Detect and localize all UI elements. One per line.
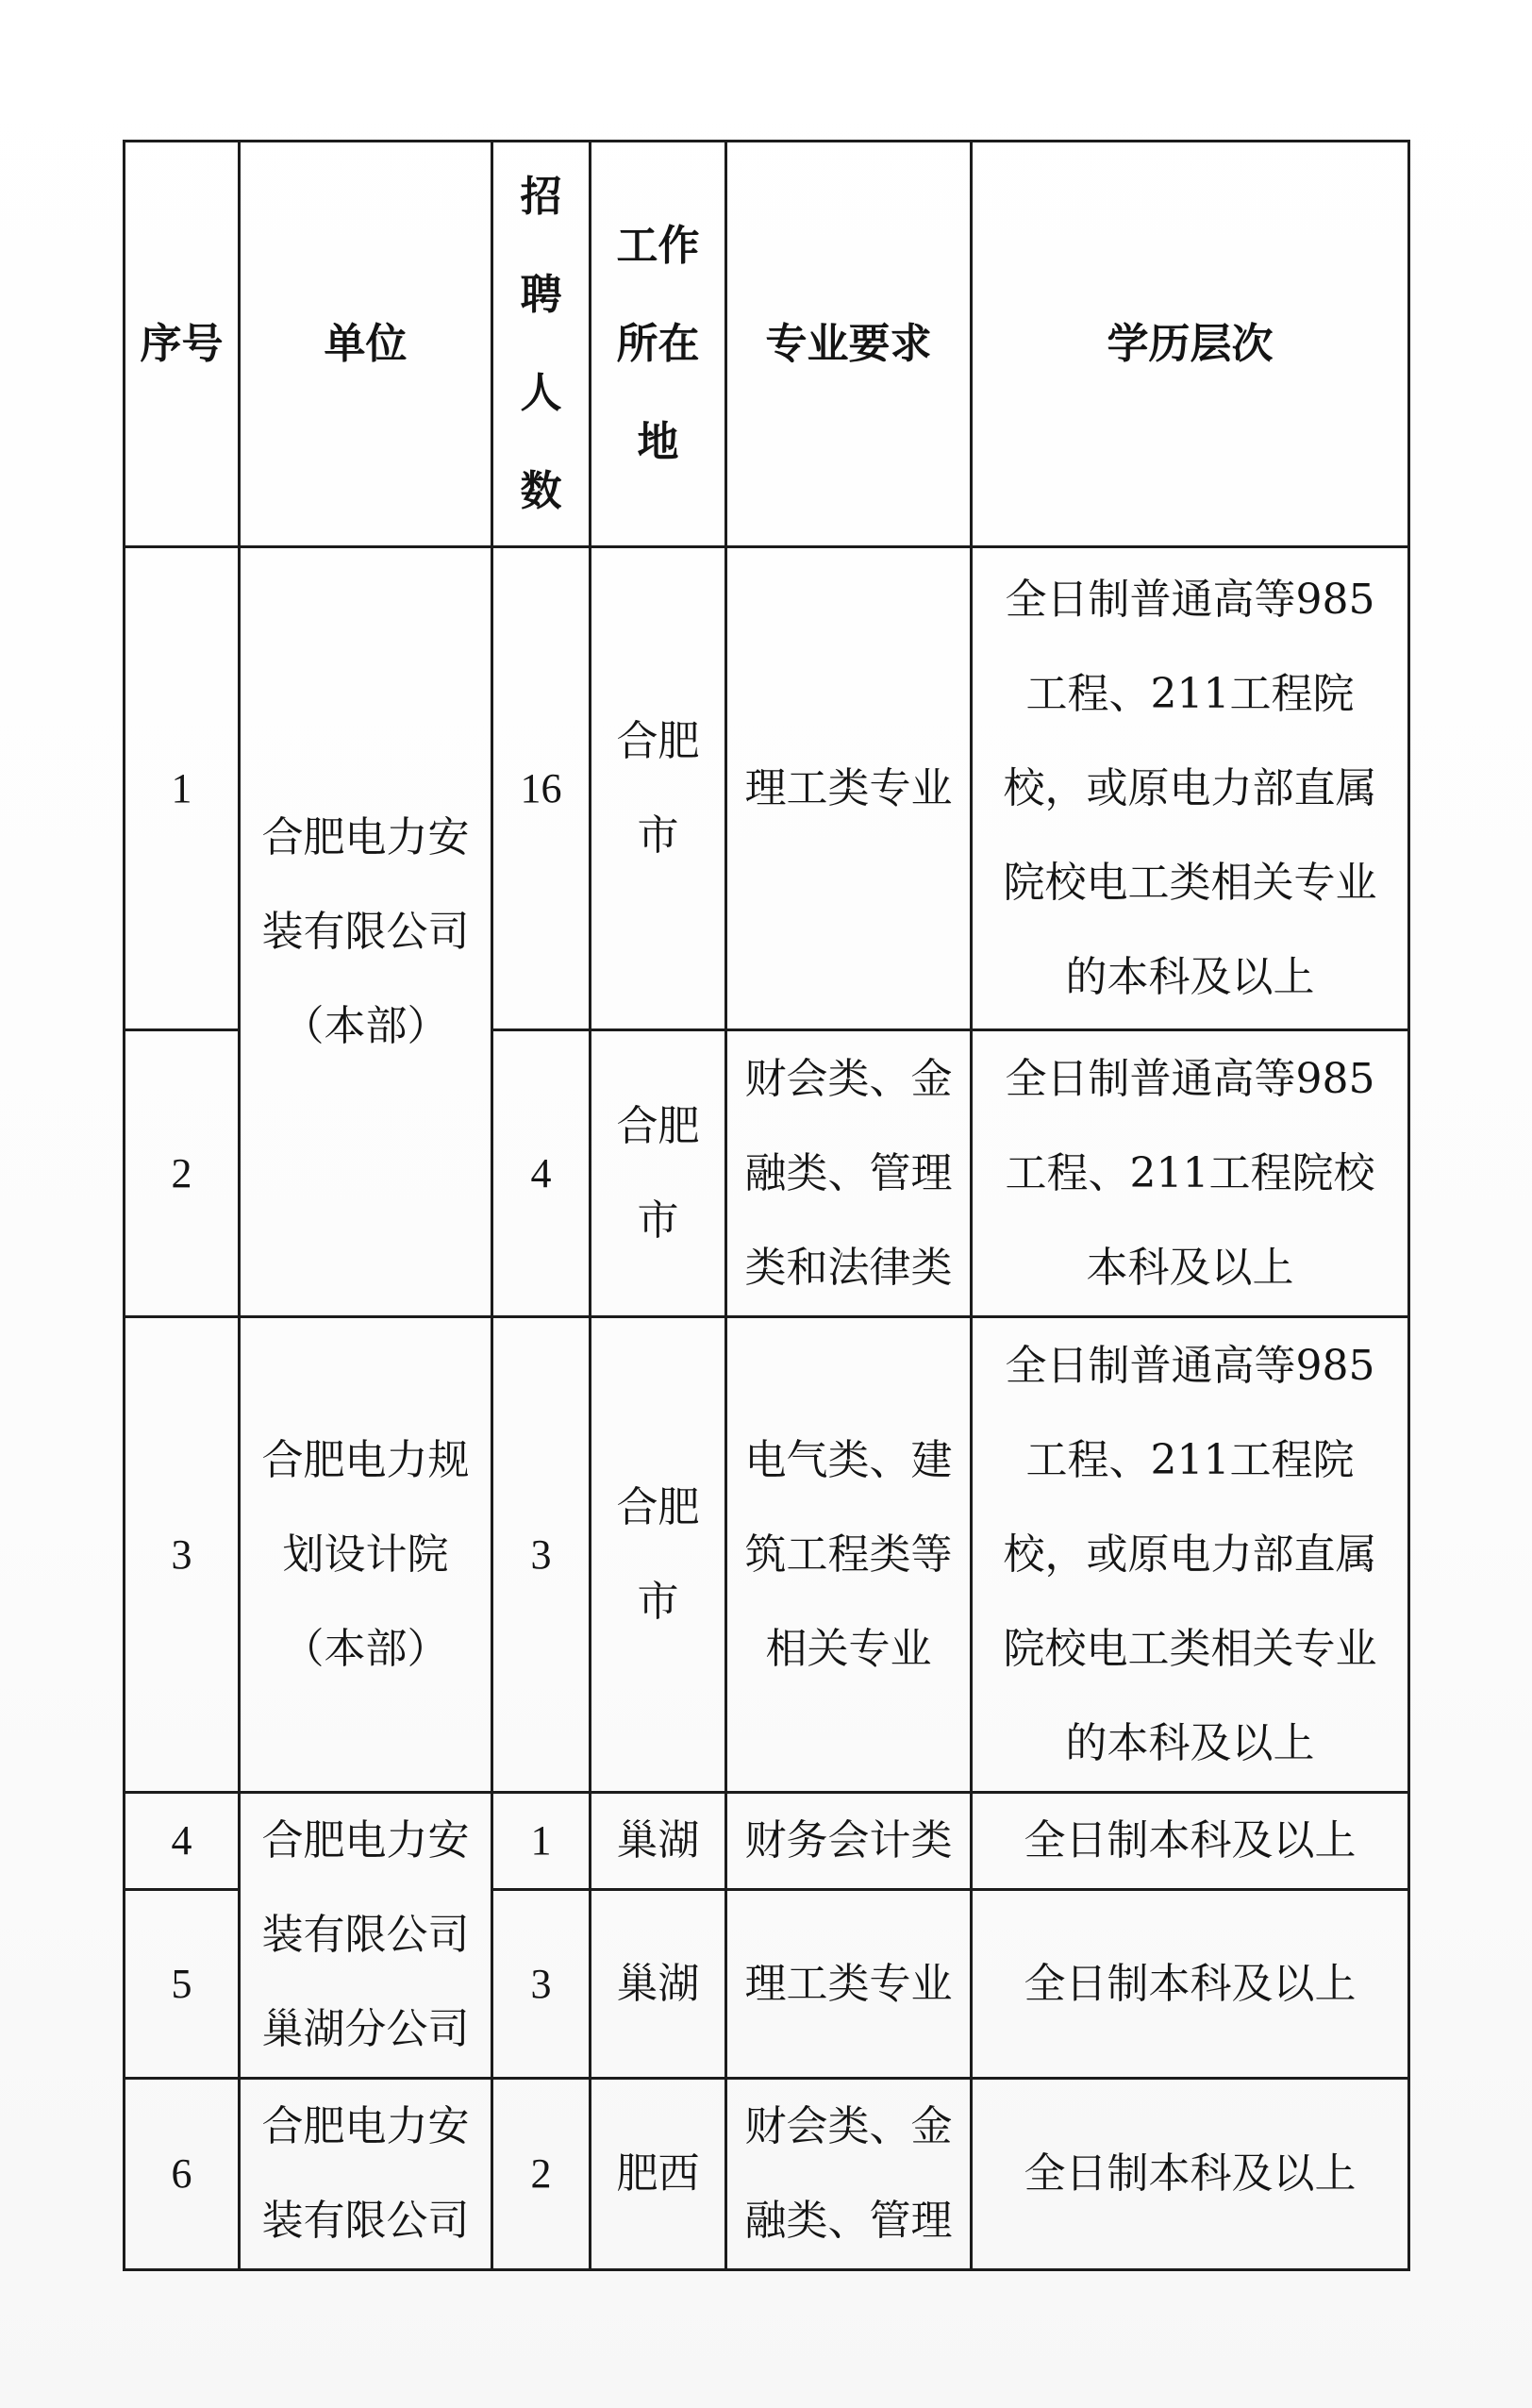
header-seq: 序号 [125,142,240,547]
cell-location: 肥西 [591,2079,726,2270]
cell-education: 全日制本科及以上 [972,1793,1409,1890]
cell-seq: 6 [125,2079,240,2270]
header-location: 工作所在地 [591,142,726,547]
cell-unit: 合肥电力规划设计院（本部） [240,1317,492,1793]
header-unit: 单位 [240,142,492,547]
cell-education: 全日制本科及以上 [972,2079,1409,2270]
cell-education: 全日制普通高等985工程、211工程院校，或原电力部直属院校电工类相关专业的本科及以上 [972,547,1409,1030]
cell-major: 理工类专业 [726,1890,972,2079]
cell-count: 2 [492,2079,591,2270]
cell-seq: 5 [125,1890,240,2079]
cell-count: 4 [492,1030,591,1317]
table-row [125,1793,1409,1890]
cell-location: 巢湖 [591,1890,726,2079]
recruitment-table [123,140,1410,2271]
cell-major: 财会类、金融类、管理 [726,2079,972,2270]
cell-unit: 合肥电力安装有限公司 [240,2079,492,2270]
table-row [125,1317,1409,1793]
cell-major: 财会类、金融类、管理类和法律类 [726,1030,972,1317]
table-row [125,547,1409,1030]
cell-major: 理工类专业 [726,547,972,1030]
table-row [125,2079,1409,2270]
cell-count: 16 [492,547,591,1030]
cell-education: 全日制本科及以上 [972,1890,1409,2079]
header-education: 学历层次 [972,142,1409,547]
cell-count: 3 [492,1317,591,1793]
cell-count: 1 [492,1793,591,1890]
cell-education: 全日制普通高等985工程、211工程院校本科及以上 [972,1030,1409,1317]
cell-major: 电气类、建筑工程类等相关专业 [726,1317,972,1793]
cell-count: 3 [492,1890,591,2079]
cell-education: 全日制普通高等985工程、211工程院校，或原电力部直属院校电工类相关专业的本科及以上 [972,1317,1409,1793]
cell-location: 合肥市 [591,547,726,1030]
header-major: 专业要求 [726,142,972,547]
cell-location: 合肥市 [591,1317,726,1793]
cell-unit: 合肥电力安装有限公司巢湖分公司 [240,1793,492,2079]
table-header-row [125,142,1409,547]
cell-seq: 3 [125,1317,240,1793]
cell-unit: 合肥电力安装有限公司（本部） [240,547,492,1317]
cell-location: 巢湖 [591,1793,726,1890]
cell-location: 合肥市 [591,1030,726,1317]
cell-seq: 1 [125,547,240,1030]
header-count: 招聘人数 [492,142,591,547]
cell-major: 财务会计类 [726,1793,972,1890]
cell-seq: 2 [125,1030,240,1317]
cell-seq: 4 [125,1793,240,1890]
